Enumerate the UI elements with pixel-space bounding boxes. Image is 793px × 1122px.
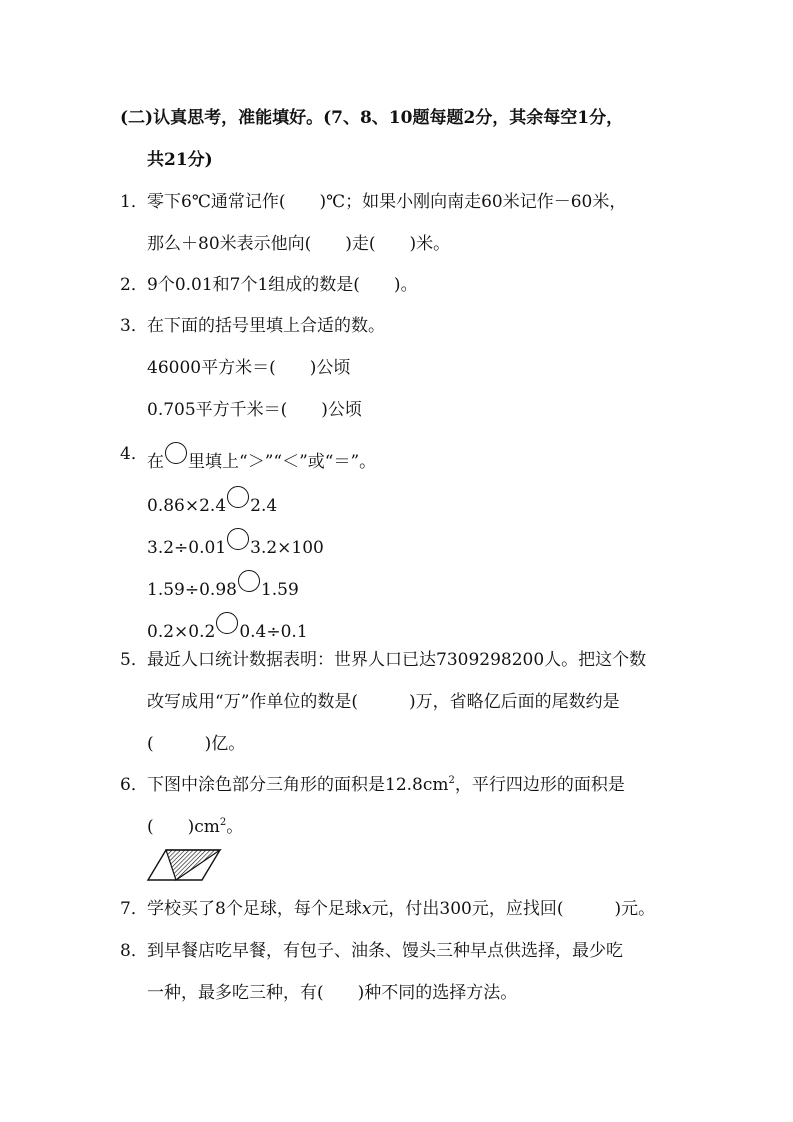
comparison-right: 0.4÷0.1 xyxy=(239,622,308,642)
question-6-text-c: ( )cm xyxy=(147,817,220,837)
question-5-line1: 最近人口统计数据表明：世界人口已达7309298200人。把这个数 xyxy=(147,650,647,670)
comparison-left: 3.2÷0.01 xyxy=(147,538,227,558)
question-7-line1 xyxy=(147,897,655,921)
question-7-text-b: 元，付出300元，应找回( )元。 xyxy=(371,899,656,919)
question-6-line1 xyxy=(147,773,625,797)
question-8-number: 8． xyxy=(120,941,148,961)
answer-circle-icon[interactable] xyxy=(227,486,249,508)
question-6-text-b: ，平行四边形的面积是 xyxy=(454,775,625,795)
question-8-line1: 到早餐店吃早餐，有包子、油条、馒头三种早点供选择，最少吃 xyxy=(147,941,623,961)
question-4-suffix: 里填上“＞”“＜”或“＝”。 xyxy=(188,452,377,472)
question-3-item2: 0.705平方千米＝( )公顷 xyxy=(147,400,362,420)
question-6-line2 xyxy=(147,815,243,839)
question-2-line1: 9个0.01和7个1组成的数是( )。 xyxy=(147,275,418,295)
question-3-line1: 在下面的括号里填上合适的数。 xyxy=(147,316,385,336)
question-1-line1: 零下6℃通常记作( )℃；如果小刚向南走60米记作－60米， xyxy=(147,192,627,212)
answer-circle-icon[interactable] xyxy=(238,570,260,592)
question-3-number: 3． xyxy=(120,316,148,336)
comparison-item xyxy=(147,612,308,644)
question-6-text-a: 下图中涂色部分三角形的面积是12.8cm xyxy=(147,775,449,795)
comparison-left: 0.86×2.4 xyxy=(147,496,227,516)
question-4-line1 xyxy=(147,442,376,474)
question-5-number: 5． xyxy=(120,650,148,670)
question-1-number: 1． xyxy=(120,192,148,212)
comparison-left: 1.59÷0.98 xyxy=(147,580,237,600)
comparison-item xyxy=(147,528,324,560)
comparison-right: 1.59 xyxy=(260,580,299,600)
comparison-right: 3.2×100 xyxy=(250,538,324,558)
question-8-line2: 一种，最多吃三种，有( )种不同的选择方法。 xyxy=(147,983,518,1003)
question-1-line2: 那么＋80米表示他向( )走( )米。 xyxy=(147,234,451,254)
question-5-line2: 改写成用“万”作单位的数是( )万，省略亿后面的尾数约是 xyxy=(147,692,620,712)
superscript: 2 xyxy=(219,817,227,828)
superscript: 2 xyxy=(448,775,455,786)
variable-x: x xyxy=(361,899,372,919)
section-header-line2: 共21分) xyxy=(147,150,213,170)
question-7-text-a: 学校买了8个足球，每个足球 xyxy=(147,899,362,919)
answer-circle-icon[interactable] xyxy=(227,528,249,550)
question-7-number: 7． xyxy=(120,899,148,919)
comparison-right: 2.4 xyxy=(250,496,278,516)
question-6-text-d: 。 xyxy=(226,817,244,837)
question-2-number: 2． xyxy=(120,275,148,295)
question-4-number: 4． xyxy=(120,444,148,464)
question-6-number: 6． xyxy=(120,775,148,795)
comparison-item xyxy=(147,570,299,602)
question-5-line3: ( )亿。 xyxy=(147,734,246,754)
question-3-item1: 46000平方米＝( )公顷 xyxy=(147,358,351,378)
comparison-item xyxy=(147,486,277,518)
parallelogram-figure xyxy=(146,846,224,884)
shaded-triangle xyxy=(166,850,220,880)
comparison-left: 0.2×0.2 xyxy=(147,622,216,642)
answer-circle-icon xyxy=(165,442,187,464)
answer-circle-icon[interactable] xyxy=(216,612,238,634)
question-4-prefix: 在 xyxy=(147,452,164,472)
section-header-line1: (二)认真思考，准能填好。(7、8、10题每题2分，其余每空1分， xyxy=(120,108,624,128)
